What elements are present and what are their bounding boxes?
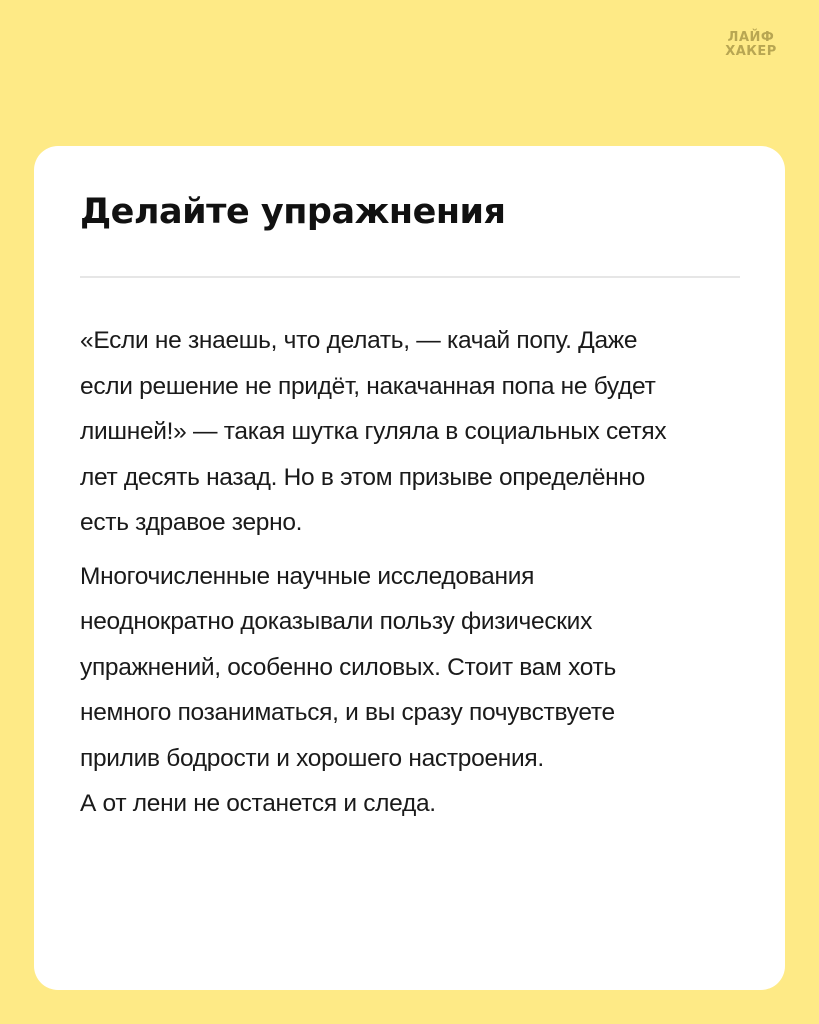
text-line: Многочисленные научные исследования <box>80 562 535 590</box>
paragraph-research <box>80 554 745 827</box>
text-line: упражнений, особенно силовых. Стоит вам хоть <box>80 653 616 681</box>
paragraph-quote <box>80 318 745 546</box>
text-line: есть здравое зерно. <box>80 509 303 536</box>
text-line: если решение не придёт, накачанная попа не будет <box>80 372 656 400</box>
brand-logo <box>721 31 781 59</box>
card-body <box>80 318 745 827</box>
logo-line-1: ЛАЙФ <box>727 30 775 45</box>
text-line: лишней!» — такая шутка гуляла в социальных сетях <box>80 418 667 445</box>
card-title: Делайте упражнения <box>80 192 506 232</box>
logo-line-2: ХАКЕР <box>725 44 777 59</box>
text-line: А от лени не останется и следа. <box>80 790 436 817</box>
text-line: лет десять назад. Но в этом призыве определённо <box>80 463 645 491</box>
content-card <box>34 146 785 990</box>
text-line: прилив бодрости и хорошего настроения. <box>80 744 544 772</box>
text-line: немного позаниматься, и вы сразу почувствуете <box>80 699 615 726</box>
text-line: неоднократно доказывали пользу физических <box>80 608 593 635</box>
text-line: «Если не знаешь, что делать, — качай попу. Даже <box>80 327 638 354</box>
title-divider <box>80 276 740 278</box>
